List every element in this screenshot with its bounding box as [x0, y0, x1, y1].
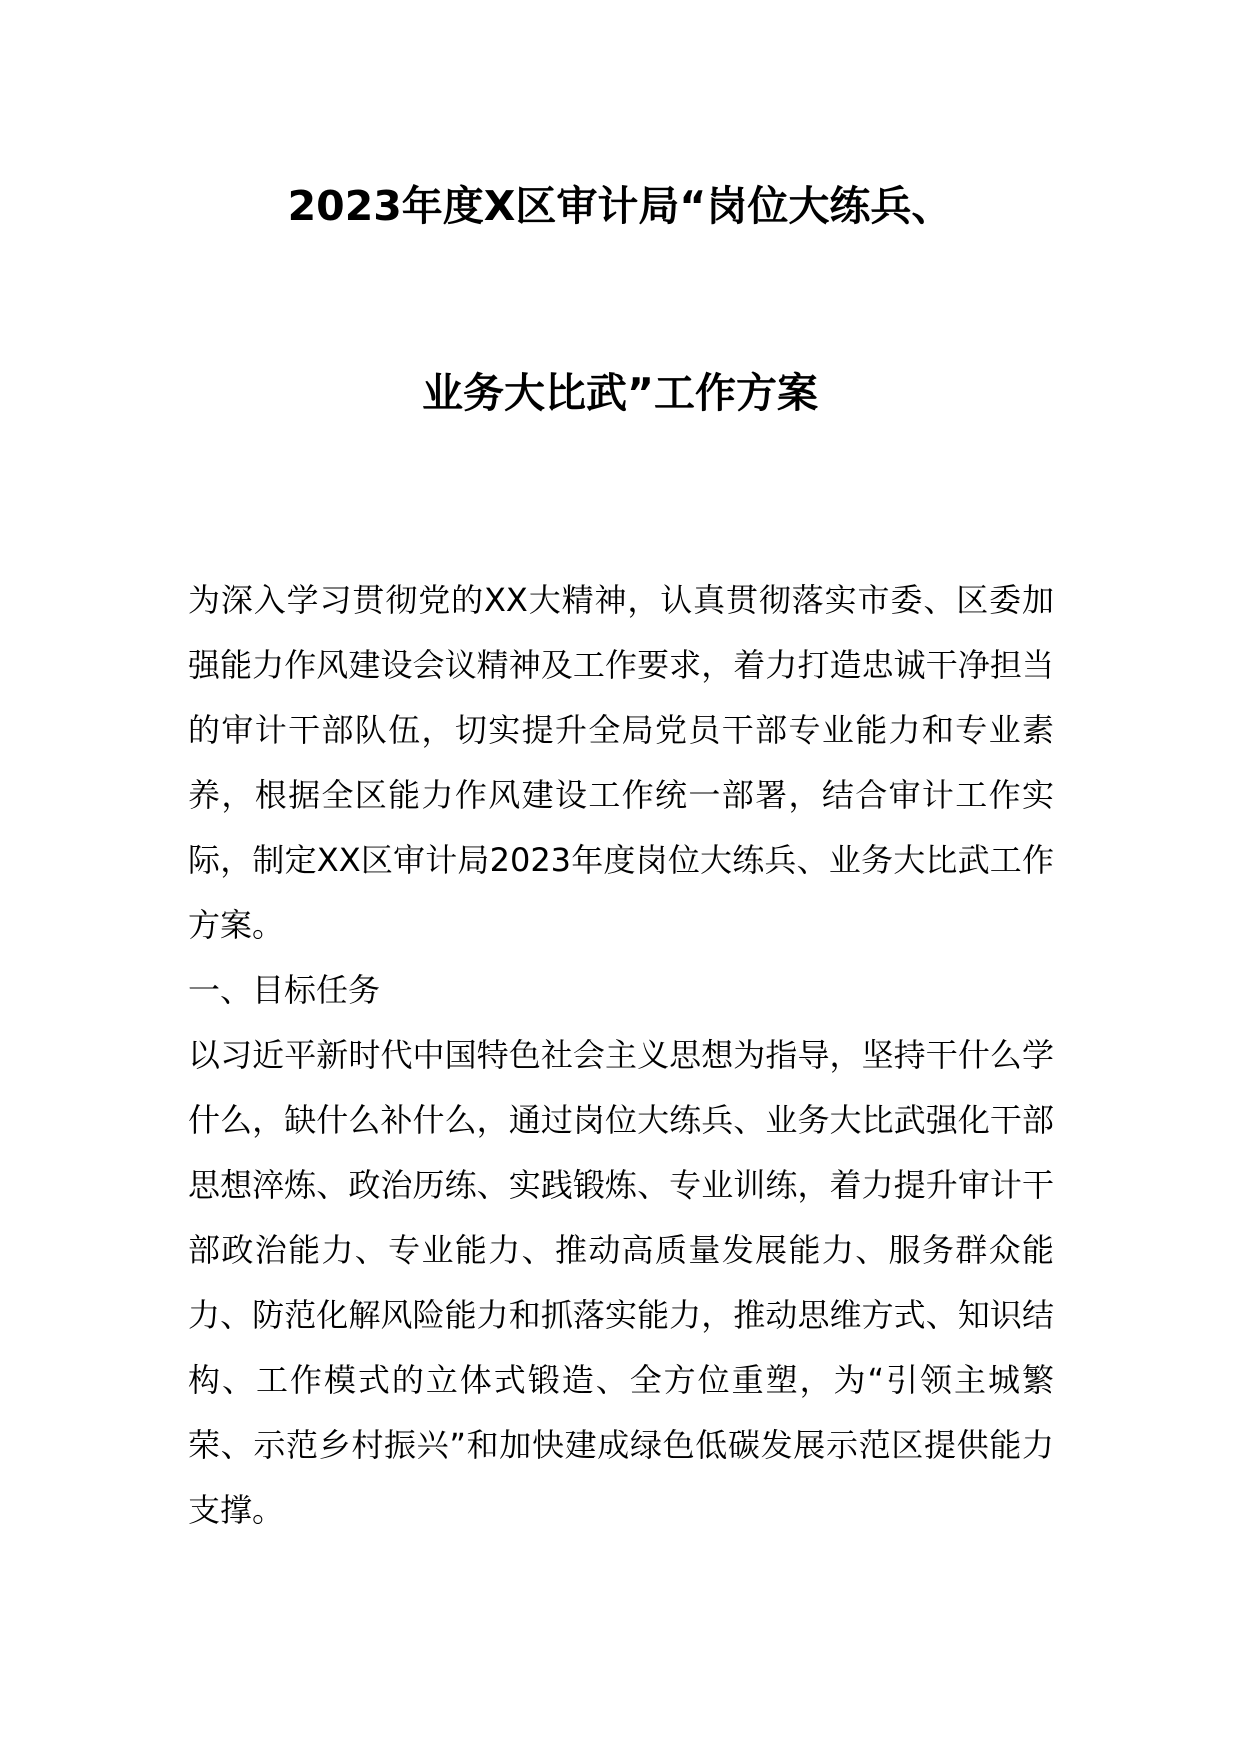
goals-paragraph: 以习近平新时代中国特色社会主义思想为指导，坚持干什么学什么，缺什么补什么，通过岗位大练兵、业务大比武强化干部思想淬炼、政治历练、实践锻炼、专业训练，着力提升审计干部政治能力、专业能力、推动高质量发展能力、服务群众能力、防范化解风险能力和抓落实能力，推动思维方式、知识结构、工作模式的立体式锻造、全方位重塑，为“引领主城繁荣、示范乡村振兴”和加快建成绿色低碳发展示范区提供能力支撑。	[188, 1036, 1054, 1529]
document-title-line-2: 业务大比武”工作方案	[422, 369, 818, 417]
intro-paragraph: 为深入学习贯彻党的XX大精神，认真贯彻落实市委、区委加强能力作风建设会议精神及工作要求，着力打造忠诚干净担当的审计干部队伍，切实提升全局党员干部专业能力和专业素养，根据全区能力作风建设工作统一部署，结合审计工作实际，制定XX区审计局2023年度岗位大练兵、业务大比武工作方案。	[188, 581, 1054, 944]
document-body	[188, 568, 1054, 1543]
document-title-line-1: 2023年度X区审计局“岗位大练兵、	[287, 182, 953, 230]
section-heading-goals: 一、目标任务	[188, 971, 381, 1009]
